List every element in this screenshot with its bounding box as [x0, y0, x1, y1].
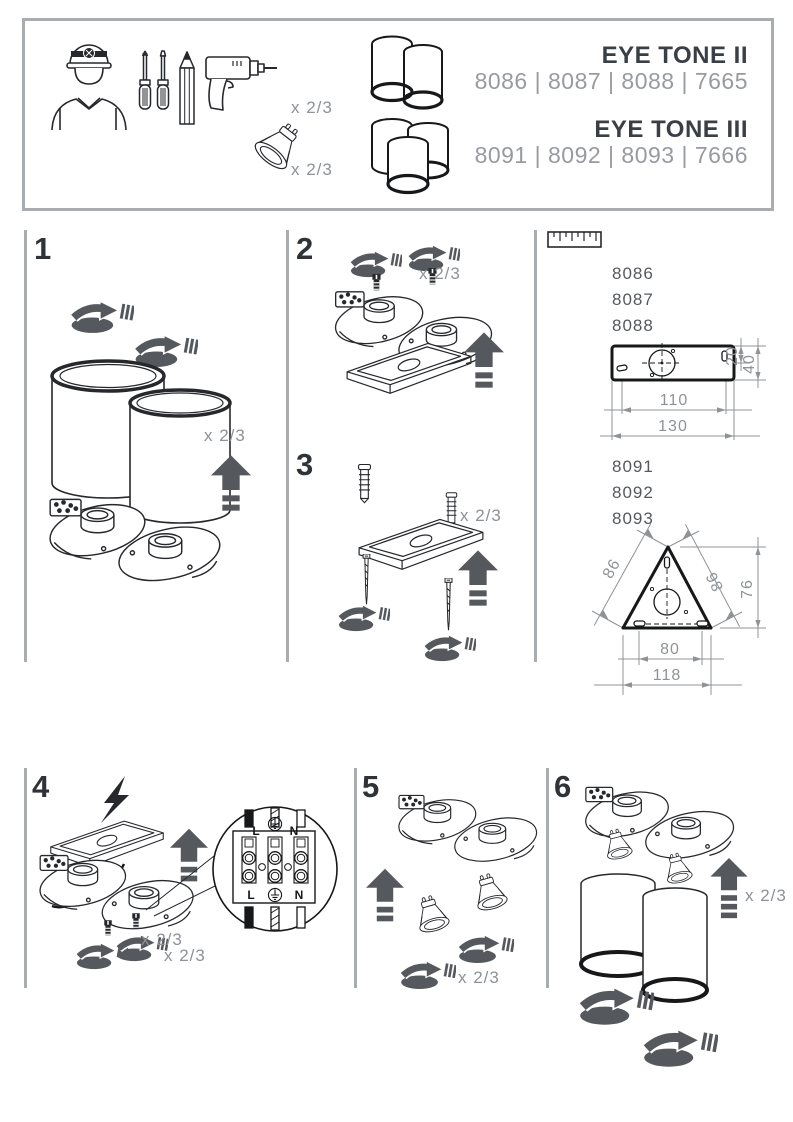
- product-models-2: 8091 | 8092 | 8093 | 7666: [474, 142, 748, 168]
- column-divider: [24, 768, 27, 988]
- rotate-arrow-icon: [401, 960, 457, 989]
- rotate-arrow-icon: [425, 634, 477, 661]
- step-5-number: 5: [362, 769, 380, 804]
- model-label: 8086: [612, 264, 654, 283]
- rotate-arrow-icon: [136, 334, 199, 367]
- step-1-quantity: x 2/3: [204, 426, 246, 445]
- step-5-illustration: [356, 776, 546, 994]
- dim-right-side: 86: [702, 568, 728, 594]
- ceiling-bracket-drawing: [347, 343, 471, 393]
- push-up-arrow-icon: [170, 829, 208, 882]
- step-3-number: 3: [296, 447, 314, 482]
- step-2-illustration: [292, 244, 537, 404]
- dim-hole-offset: 20: [724, 346, 741, 366]
- mounting-plate-drawing: [36, 853, 198, 937]
- model-label: 8092: [612, 483, 654, 502]
- screw-icon: [132, 913, 140, 928]
- model-label: 8088: [612, 316, 654, 335]
- column-divider: [286, 230, 289, 662]
- model-label: 8093: [612, 509, 654, 528]
- dim-outer-width: 130: [658, 418, 688, 435]
- step-5-quantity: x 2/3: [458, 968, 500, 987]
- installer-icon: [46, 36, 130, 132]
- drill-icon: [205, 50, 279, 118]
- mounting-screw-icon: [363, 554, 370, 604]
- step-4-number: 4: [32, 769, 50, 804]
- dim-height: 40: [741, 354, 758, 374]
- terminal-l-top: L: [252, 824, 260, 838]
- column-divider: [546, 768, 549, 988]
- screwdrivers-pencil-icon: [136, 50, 200, 132]
- mounting-screw-icon: [445, 578, 452, 630]
- terminal-l-bottom: L: [247, 888, 255, 902]
- rect-plate-dimension-diagram: [600, 318, 793, 450]
- ruler-icon: [547, 231, 603, 251]
- push-up-arrow-icon: [458, 550, 498, 605]
- gu10-bulb-icon: [412, 893, 451, 935]
- step-3-quantity: x 2/3: [460, 506, 502, 525]
- wiring-detail-circle: [213, 807, 337, 931]
- product-title-1: EYE TONE II: [601, 42, 748, 69]
- step-1-number: 1: [34, 231, 52, 266]
- push-up-arrow-icon: [710, 858, 747, 918]
- drill-quantity: x 2/3: [291, 98, 333, 117]
- dim-outer-base: 118: [652, 667, 682, 684]
- step-3-illustration: [292, 458, 537, 668]
- gu10-bulb-icon: [470, 871, 509, 913]
- terminal-n-bottom: N: [294, 888, 304, 902]
- mounting-plate-drawing: [395, 793, 541, 869]
- electricity-warning-icon: [101, 776, 129, 823]
- product-title-2: EYE TONE III: [594, 116, 748, 143]
- product-models-1: 8086 | 8087 | 8088 | 7665: [474, 68, 748, 94]
- rotate-arrow-icon: [644, 1028, 719, 1067]
- step-6-number: 6: [554, 769, 572, 804]
- dim-left-side: 86: [599, 556, 625, 582]
- mounting-plate-drawing: [581, 785, 738, 866]
- bulb-quantity: x 2/3: [291, 160, 333, 179]
- wall-plug-icon: [359, 464, 371, 502]
- rotate-arrow-icon: [339, 604, 391, 631]
- dim-inner-width: 110: [659, 392, 689, 409]
- step-6-illustration: [550, 776, 793, 1082]
- step-2-number: 2: [296, 231, 314, 266]
- dim-inner-base: 80: [660, 641, 680, 658]
- model-label: 8087: [612, 290, 654, 309]
- ceiling-bracket-drawing: [359, 519, 483, 569]
- column-divider: [24, 230, 27, 662]
- step-4-plug-quantity: x 2/3: [164, 946, 206, 965]
- rotate-arrow-icon: [459, 934, 515, 963]
- step-2-quantity: x 2/3: [419, 264, 461, 283]
- step-6-quantity: x 2/3: [745, 886, 787, 905]
- terminal-n-top: N: [289, 824, 299, 838]
- dim-height: 76: [739, 579, 756, 599]
- screw-icon: [104, 920, 112, 935]
- rotate-arrow-icon: [72, 300, 135, 333]
- push-up-arrow-icon: [366, 869, 404, 922]
- model-label: 8091: [612, 457, 654, 476]
- rotate-arrow-icon: [351, 250, 403, 277]
- screw-icon: [372, 274, 380, 290]
- step-4-screw-quantity: x 2/3: [141, 930, 183, 949]
- triangle-plate-dimension-diagram: [580, 515, 793, 705]
